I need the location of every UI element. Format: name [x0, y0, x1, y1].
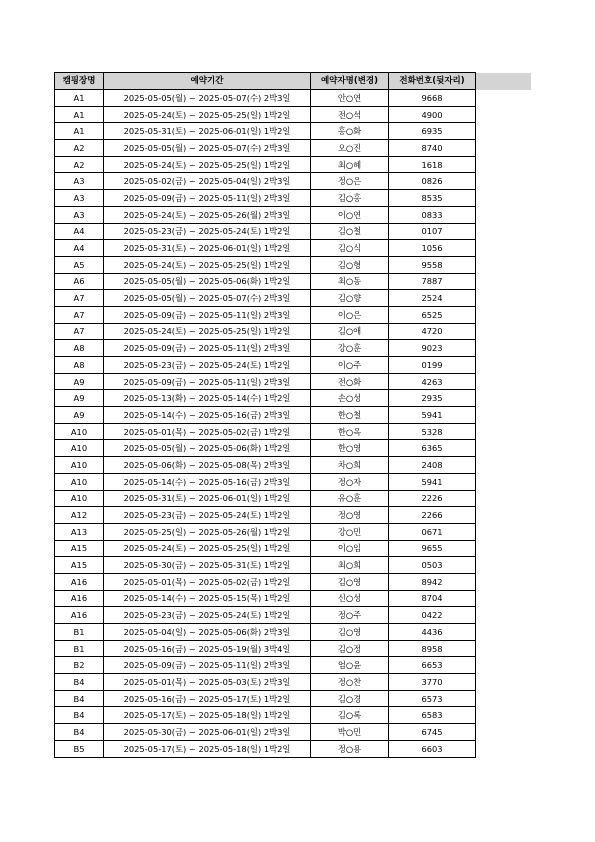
cell-reserver-name: 김○철 [311, 223, 389, 240]
table-row [55, 173, 532, 190]
cell-period: 2025-05-17(토) ~ 2025-05-18(일) 1박2일 [104, 707, 311, 724]
cell-reserver-name: 전○석 [311, 106, 389, 123]
cell-period: 2025-05-01(목) ~ 2025-05-02(금) 1박2일 [104, 573, 311, 590]
cell-reserver-name: 최○동 [311, 273, 389, 290]
table-row [55, 457, 532, 474]
cell-period: 2025-05-05(월) ~ 2025-05-07(수) 2박3일 [104, 290, 311, 307]
cell-period: 2025-05-23(금) ~ 2025-05-24(토) 1박2일 [104, 507, 311, 524]
cell-phone: 9023 [389, 340, 476, 357]
cell-phone: 2524 [389, 290, 476, 307]
cell-reserver-name: 김○형 [311, 256, 389, 273]
cell-reserver-name: 신○성 [311, 590, 389, 607]
table-row [55, 340, 532, 357]
table-row [55, 490, 532, 507]
cell-phone: 4436 [389, 624, 476, 641]
cell-reserver-name: 김○영 [311, 573, 389, 590]
cell-phone: 6583 [389, 707, 476, 724]
table-row [55, 256, 532, 273]
cell-campsite: A10 [55, 490, 104, 507]
table-row [55, 523, 532, 540]
cell-campsite: A10 [55, 440, 104, 457]
cell-reserver-name: 최○혜 [311, 156, 389, 173]
cell-campsite: A12 [55, 507, 104, 524]
cell-campsite: A2 [55, 156, 104, 173]
cell-phone: 6745 [389, 724, 476, 741]
cell-reserver-name: 이○은 [311, 306, 389, 323]
table-row [55, 240, 532, 257]
cell-period: 2025-05-09(금) ~ 2025-05-11(일) 2박3일 [104, 657, 311, 674]
cell-period: 2025-05-31(토) ~ 2025-06-01(일) 1박2일 [104, 240, 311, 257]
cell-campsite: A3 [55, 190, 104, 207]
header-row [55, 73, 532, 90]
table-row [55, 624, 532, 641]
cell-reserver-name: 박○민 [311, 724, 389, 741]
cell-campsite: A5 [55, 256, 104, 273]
table-row [55, 440, 532, 457]
cell-phone: 0199 [389, 357, 476, 374]
cell-phone: 0503 [389, 557, 476, 574]
cell-campsite: A13 [55, 523, 104, 540]
table-row [55, 140, 532, 157]
cell-reserver-name: 홍○화 [311, 123, 389, 140]
table-row [55, 357, 532, 374]
table-row [55, 557, 532, 574]
cell-period: 2025-05-09(금) ~ 2025-05-11(일) 2박3일 [104, 190, 311, 207]
cell-campsite: A3 [55, 206, 104, 223]
cell-phone: 7887 [389, 273, 476, 290]
cell-phone: 4720 [389, 323, 476, 340]
cell-period: 2025-05-30(금) ~ 2025-05-31(토) 1박2일 [104, 557, 311, 574]
cell-reserver-name: 최○희 [311, 557, 389, 574]
cell-phone: 5941 [389, 473, 476, 490]
header-reserver-name: 예약자명(변경) [311, 73, 389, 90]
cell-campsite: A6 [55, 273, 104, 290]
table-row [55, 323, 532, 340]
cell-campsite: A10 [55, 473, 104, 490]
cell-period: 2025-05-01(목) ~ 2025-05-02(금) 1박2일 [104, 423, 311, 440]
cell-reserver-name: 엄○윤 [311, 657, 389, 674]
table-row [55, 607, 532, 624]
cell-phone: 1618 [389, 156, 476, 173]
cell-campsite: A9 [55, 390, 104, 407]
cell-campsite: A4 [55, 240, 104, 257]
cell-reserver-name: 이○임 [311, 540, 389, 557]
table-row [55, 473, 532, 490]
table-row [55, 223, 532, 240]
table-row [55, 690, 532, 707]
table-row [55, 507, 532, 524]
cell-reserver-name: 이○연 [311, 206, 389, 223]
cell-campsite: A16 [55, 590, 104, 607]
cell-phone: 8704 [389, 590, 476, 607]
cell-phone: 1056 [389, 240, 476, 257]
cell-campsite: B4 [55, 690, 104, 707]
cell-period: 2025-05-24(토) ~ 2025-05-25(일) 1박2일 [104, 540, 311, 557]
cell-reserver-name: 강○민 [311, 523, 389, 540]
table-row [55, 707, 532, 724]
cell-campsite: B5 [55, 740, 104, 757]
table-row [55, 590, 532, 607]
cell-campsite: A10 [55, 423, 104, 440]
cell-campsite: A8 [55, 357, 104, 374]
cell-campsite: A1 [55, 123, 104, 140]
cell-campsite: A8 [55, 340, 104, 357]
header-period: 예약기간 [104, 73, 311, 90]
cell-phone: 6603 [389, 740, 476, 757]
cell-reserver-name: 김○식 [311, 240, 389, 257]
cell-reserver-name: 안○연 [311, 90, 389, 107]
cell-campsite: B1 [55, 624, 104, 641]
cell-phone: 9558 [389, 256, 476, 273]
cell-campsite: A16 [55, 607, 104, 624]
cell-campsite: A2 [55, 140, 104, 157]
cell-period: 2025-05-16(금) ~ 2025-05-19(월) 3박4일 [104, 640, 311, 657]
table-row [55, 724, 532, 741]
table-row [55, 290, 532, 307]
cell-reserver-name: 한○철 [311, 407, 389, 424]
reservation-table-body [55, 90, 532, 758]
cell-phone: 8535 [389, 190, 476, 207]
cell-campsite: A7 [55, 290, 104, 307]
cell-phone: 5328 [389, 423, 476, 440]
cell-period: 2025-05-25(일) ~ 2025-05-26(월) 1박2일 [104, 523, 311, 540]
header-campsite: 캠핑장명 [55, 73, 104, 90]
cell-campsite: A15 [55, 540, 104, 557]
cell-period: 2025-05-31(토) ~ 2025-06-01(일) 1박2일 [104, 123, 311, 140]
cell-phone: 3770 [389, 674, 476, 691]
table-header [55, 73, 532, 90]
cell-phone: 6365 [389, 440, 476, 457]
table-row [55, 373, 532, 390]
cell-period: 2025-05-16(금) ~ 2025-05-17(토) 1박2일 [104, 690, 311, 707]
cell-campsite: A1 [55, 90, 104, 107]
cell-reserver-name: 이○주 [311, 357, 389, 374]
table-row [55, 540, 532, 557]
cell-reserver-name: 김○애 [311, 323, 389, 340]
cell-period: 2025-05-24(토) ~ 2025-05-25(일) 1박2일 [104, 156, 311, 173]
cell-period: 2025-05-17(토) ~ 2025-05-18(일) 1박2일 [104, 740, 311, 757]
cell-campsite: A15 [55, 557, 104, 574]
cell-period: 2025-05-23(금) ~ 2025-05-24(토) 1박2일 [104, 607, 311, 624]
cell-campsite: B2 [55, 657, 104, 674]
cell-campsite: A9 [55, 407, 104, 424]
cell-campsite: A9 [55, 373, 104, 390]
cell-campsite: B4 [55, 707, 104, 724]
cell-period: 2025-05-14(수) ~ 2025-05-16(금) 2박3일 [104, 473, 311, 490]
cell-phone: 8958 [389, 640, 476, 657]
cell-reserver-name: 정○찬 [311, 674, 389, 691]
cell-period: 2025-05-05(월) ~ 2025-05-07(수) 2박3일 [104, 90, 311, 107]
cell-reserver-name: 차○희 [311, 457, 389, 474]
cell-phone: 0107 [389, 223, 476, 240]
cell-period: 2025-05-23(금) ~ 2025-05-24(토) 1박2일 [104, 357, 311, 374]
cell-reserver-name: 김○정 [311, 640, 389, 657]
cell-reserver-name: 한○옥 [311, 423, 389, 440]
cell-period: 2025-05-14(수) ~ 2025-05-15(목) 1박2일 [104, 590, 311, 607]
cell-campsite: A7 [55, 323, 104, 340]
cell-phone: 5941 [389, 407, 476, 424]
cell-reserver-name: 정○자 [311, 473, 389, 490]
cell-reserver-name: 김○향 [311, 290, 389, 307]
cell-period: 2025-05-05(월) ~ 2025-05-06(화) 1박2일 [104, 273, 311, 290]
cell-campsite: A1 [55, 106, 104, 123]
cell-phone: 6653 [389, 657, 476, 674]
reservation-table [54, 72, 532, 758]
cell-reserver-name: 정○용 [311, 740, 389, 757]
table-row [55, 674, 532, 691]
cell-phone: 2935 [389, 390, 476, 407]
table-row [55, 90, 532, 107]
cell-period: 2025-05-02(금) ~ 2025-05-04(일) 2박3일 [104, 173, 311, 190]
cell-period: 2025-05-23(금) ~ 2025-05-24(토) 1박2일 [104, 223, 311, 240]
cell-period: 2025-05-04(일) ~ 2025-05-06(화) 2박3일 [104, 624, 311, 641]
cell-reserver-name: 김○홍 [311, 190, 389, 207]
cell-reserver-name: 김○록 [311, 707, 389, 724]
table-row [55, 390, 532, 407]
cell-period: 2025-05-24(토) ~ 2025-05-25(일) 1박2일 [104, 256, 311, 273]
cell-reserver-name: 한○영 [311, 440, 389, 457]
cell-reserver-name: 정○영 [311, 507, 389, 524]
cell-campsite: A4 [55, 223, 104, 240]
cell-phone: 4263 [389, 373, 476, 390]
cell-campsite: B1 [55, 640, 104, 657]
cell-phone: 0671 [389, 523, 476, 540]
table-row [55, 657, 532, 674]
cell-campsite: A3 [55, 173, 104, 190]
cell-period: 2025-05-24(토) ~ 2025-05-26(월) 2박3일 [104, 206, 311, 223]
table-row [55, 740, 532, 757]
table-row [55, 156, 532, 173]
cell-reserver-name: 김○영 [311, 624, 389, 641]
cell-campsite: A7 [55, 306, 104, 323]
cell-phone: 0422 [389, 607, 476, 624]
cell-phone: 6573 [389, 690, 476, 707]
cell-period: 2025-05-30(금) ~ 2025-06-01(일) 2박3일 [104, 724, 311, 741]
table-row [55, 273, 532, 290]
cell-reserver-name: 정○주 [311, 607, 389, 624]
cell-period: 2025-05-09(금) ~ 2025-05-11(일) 2박3일 [104, 306, 311, 323]
cell-phone: 6935 [389, 123, 476, 140]
table-row [55, 573, 532, 590]
cell-phone: 4900 [389, 106, 476, 123]
cell-period: 2025-05-09(금) ~ 2025-05-11(일) 2박3일 [104, 340, 311, 357]
cell-period: 2025-05-05(월) ~ 2025-05-07(수) 2박3일 [104, 140, 311, 157]
cell-phone: 2266 [389, 507, 476, 524]
cell-period: 2025-05-13(화) ~ 2025-05-14(수) 1박2일 [104, 390, 311, 407]
table-row [55, 206, 532, 223]
cell-period: 2025-05-09(금) ~ 2025-05-11(일) 2박3일 [104, 373, 311, 390]
cell-reserver-name: 강○훈 [311, 340, 389, 357]
table-row [55, 190, 532, 207]
cell-period: 2025-05-06(화) ~ 2025-05-08(목) 2박3일 [104, 457, 311, 474]
header-phone: 전화번호(뒷자리) [389, 73, 476, 90]
cell-phone: 2408 [389, 457, 476, 474]
cell-phone: 6525 [389, 306, 476, 323]
cell-period: 2025-05-24(토) ~ 2025-05-25(일) 1박2일 [104, 323, 311, 340]
cell-phone: 9668 [389, 90, 476, 107]
cell-reserver-name: 정○은 [311, 173, 389, 190]
cell-phone: 8942 [389, 573, 476, 590]
cell-period: 2025-05-24(토) ~ 2025-05-25(일) 1박2일 [104, 106, 311, 123]
table-row [55, 423, 532, 440]
cell-campsite: B4 [55, 724, 104, 741]
cell-phone: 0826 [389, 173, 476, 190]
table-row [55, 123, 532, 140]
cell-phone: 2226 [389, 490, 476, 507]
cell-reserver-name: 김○경 [311, 690, 389, 707]
cell-campsite: A16 [55, 573, 104, 590]
cell-reserver-name: 전○화 [311, 373, 389, 390]
cell-period: 2025-05-01(목) ~ 2025-05-03(토) 2박3일 [104, 674, 311, 691]
header-blank-cell [476, 73, 532, 90]
cell-period: 2025-05-14(수) ~ 2025-05-16(금) 2박3일 [104, 407, 311, 424]
table-row [55, 106, 532, 123]
table-row [55, 640, 532, 657]
cell-reserver-name: 손○성 [311, 390, 389, 407]
cell-reserver-name: 유○훈 [311, 490, 389, 507]
table-row [55, 407, 532, 424]
cell-period: 2025-05-31(토) ~ 2025-06-01(일) 1박2일 [104, 490, 311, 507]
cell-reserver-name: 오○진 [311, 140, 389, 157]
cell-campsite: A10 [55, 457, 104, 474]
cell-campsite: B4 [55, 674, 104, 691]
cell-period: 2025-05-05(월) ~ 2025-05-06(화) 1박2일 [104, 440, 311, 457]
table-row [55, 306, 532, 323]
cell-phone: 8740 [389, 140, 476, 157]
cell-phone: 0833 [389, 206, 476, 223]
cell-phone: 9655 [389, 540, 476, 557]
